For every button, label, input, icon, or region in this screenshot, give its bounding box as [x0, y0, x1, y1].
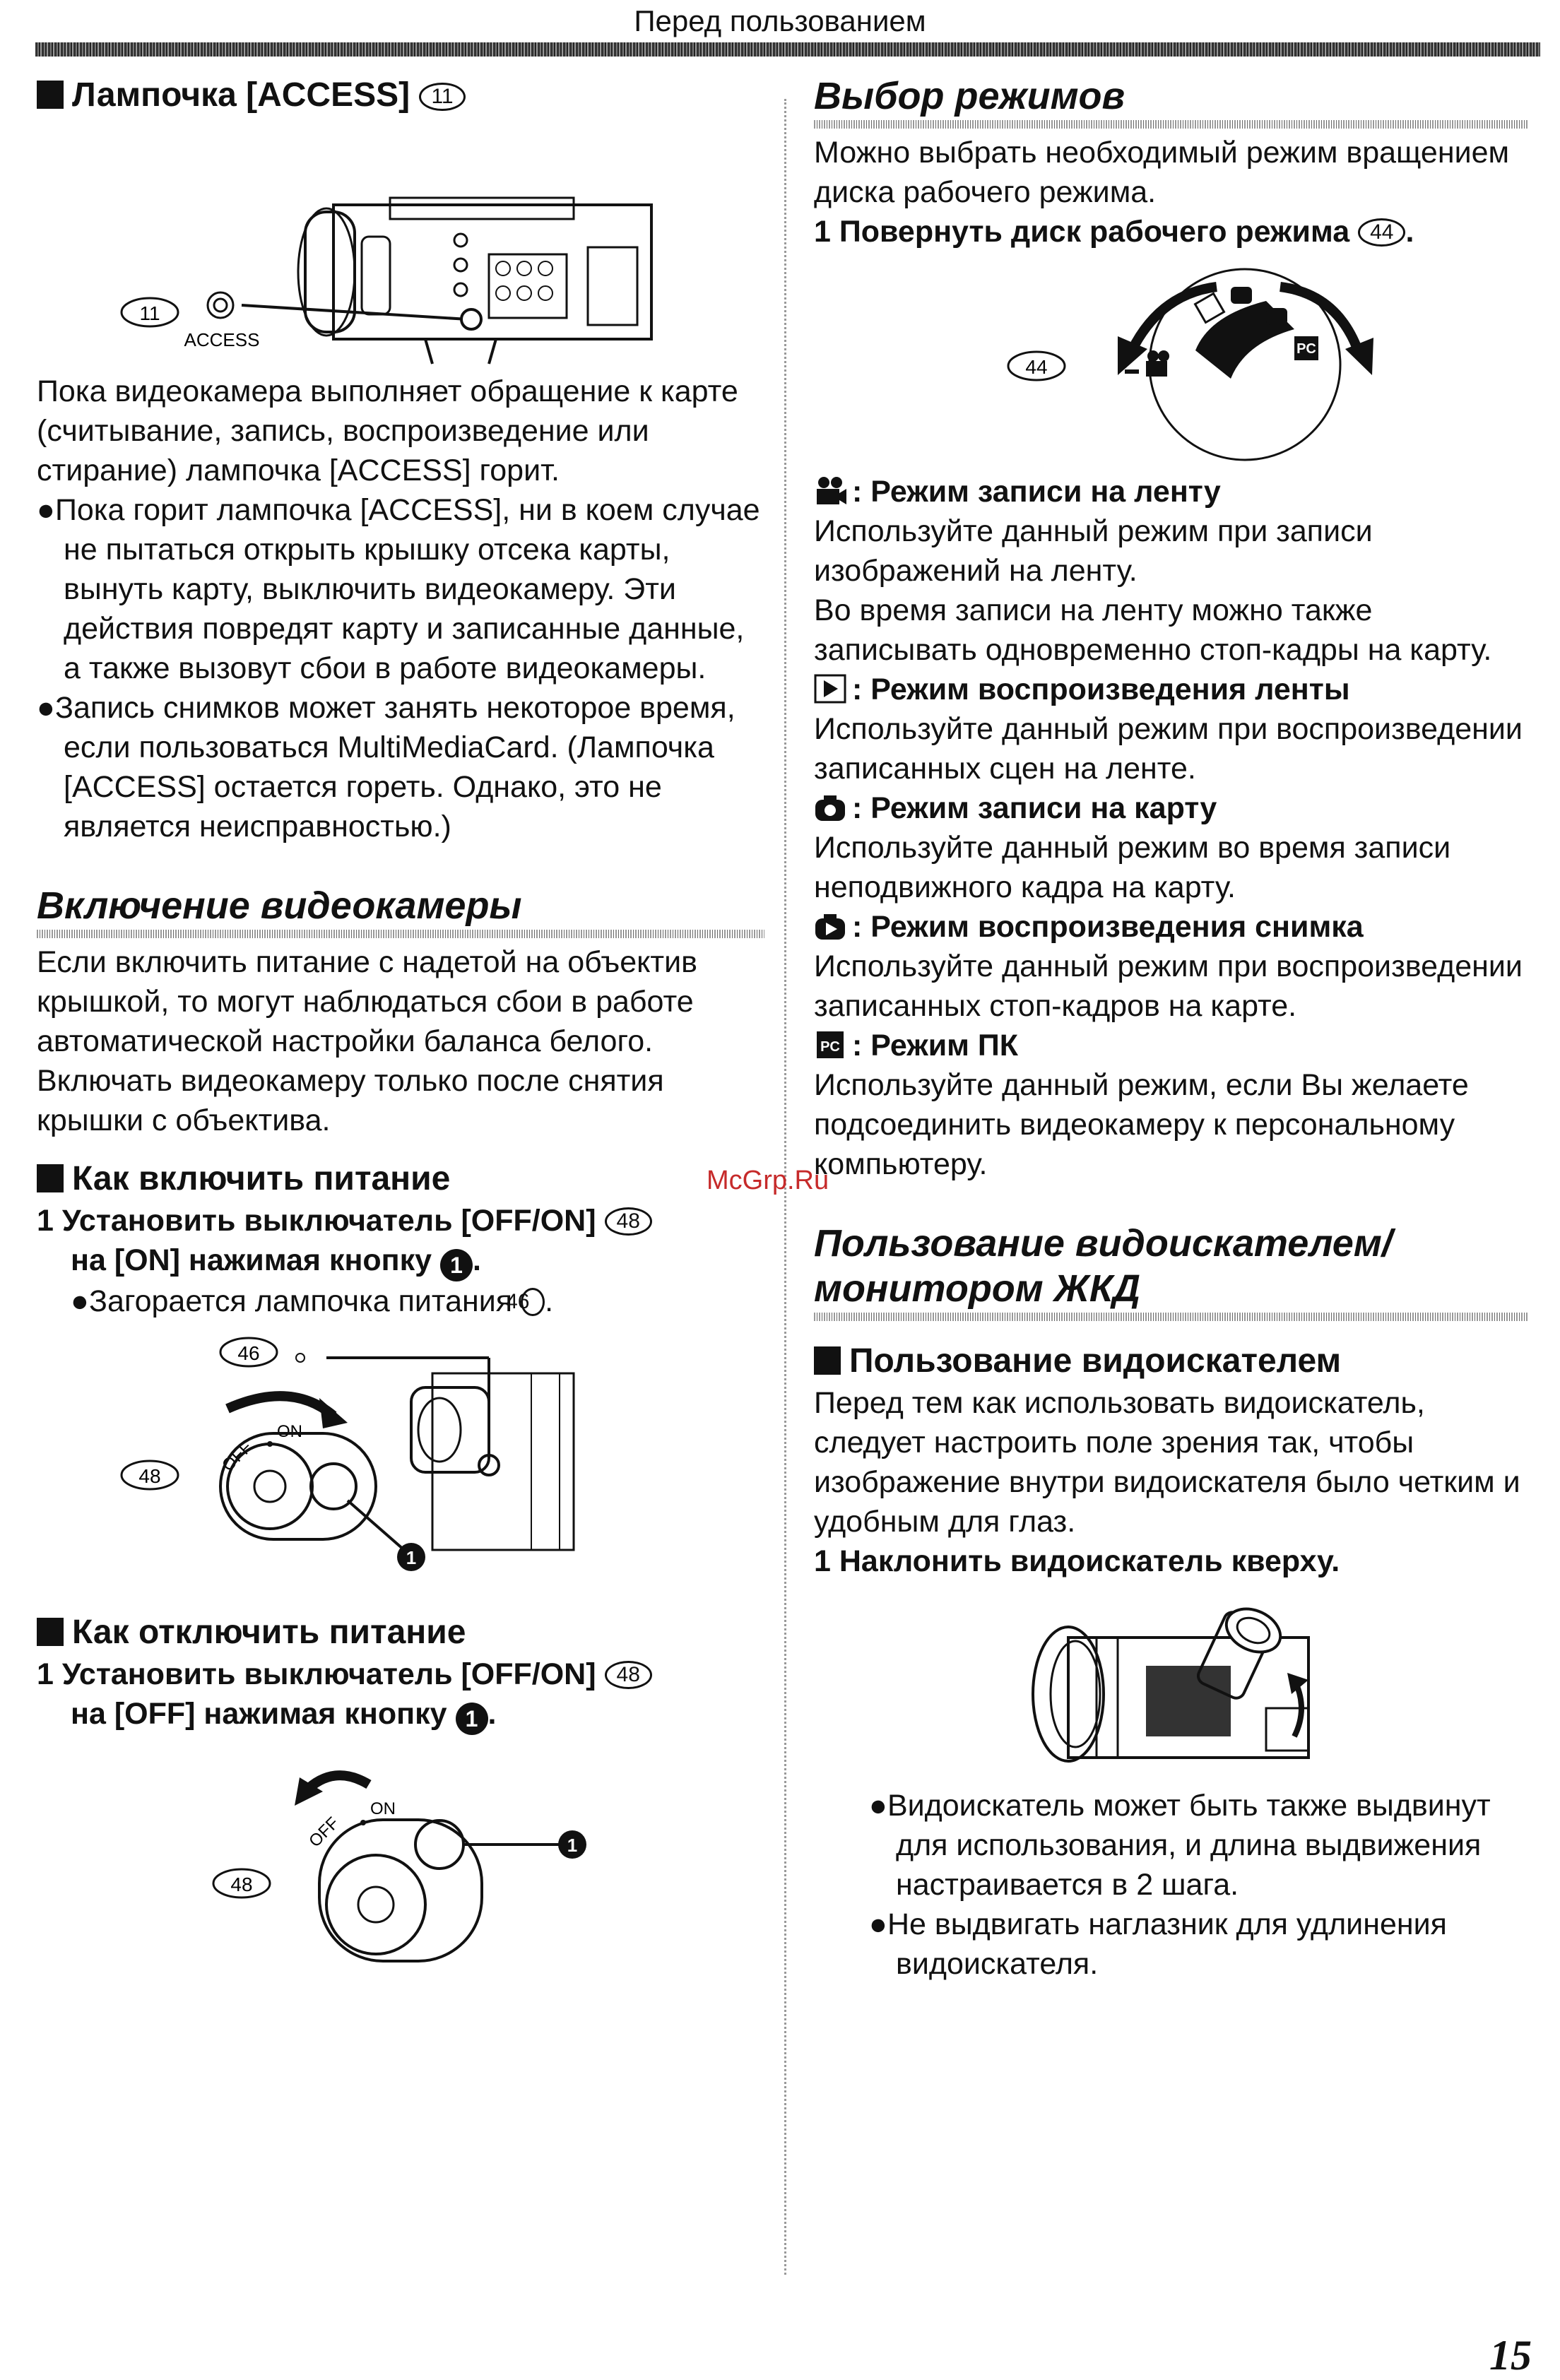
mode-text: Используйте данный режим при воспроизведении записанных стоп-кадров на карте. — [814, 949, 1523, 1023]
mode-text: Используйте данный режим при воспроизведении записанных сцен на ленте. — [814, 712, 1523, 786]
ref-circle: 48 — [605, 1661, 652, 1689]
power-on-illustration — [37, 1331, 764, 1585]
power-off-illustration — [37, 1749, 764, 1982]
svg-text:PC: PC — [820, 1039, 840, 1055]
movie-camera-icon — [814, 476, 846, 506]
mode-entry — [814, 788, 1528, 907]
fig-off-off: OFF — [305, 1813, 343, 1852]
dial-fig-ref: 44 — [1025, 356, 1048, 378]
fig-on-off: OFF — [218, 1438, 256, 1476]
watermark: McGrp.Ru — [707, 1166, 829, 1195]
ref-circle: 11 — [419, 83, 465, 111]
marker-one: 1 — [440, 1249, 473, 1281]
mode-title: PC : Режим ПК — [814, 1026, 1528, 1065]
fig-on-on: ON — [277, 1422, 302, 1441]
mode-entry — [814, 907, 1528, 1026]
fig-on-marker: 1 — [406, 1547, 417, 1568]
heading-rule — [37, 930, 764, 938]
heading-rule — [814, 1313, 1528, 1321]
on-bullet: ●Загорается лампочка питания 46 . — [71, 1284, 554, 1318]
mode-text-extra: Во время записи на ленту можно также записывать одновременно стоп-кадры на карту. — [814, 593, 1492, 667]
access-heading: Лампочка [ACCESS] 11 — [37, 73, 764, 117]
modes-step: 1 Повернуть диск рабочего режима 44 . — [814, 215, 1414, 249]
mode-entry — [814, 670, 1528, 788]
marker-one: 1 — [456, 1703, 488, 1735]
viewfinder-step: 1 Наклонить видоискатель кверху. — [814, 1544, 1340, 1578]
fig-on-ref-left: 48 — [138, 1465, 161, 1487]
access-bullet: ●Пока горит лампочка [ACCESS], ни в коем случае не пытаться открыть крышку отсека карты, вынуть карту, выключить видеокамеру. Эти действия повредят карту и записанные данные, а также вызовут сбои в работе видеокамеры. — [37, 493, 760, 685]
fig-off-marker: 1 — [567, 1835, 578, 1856]
access-fig-ref: 11 — [139, 302, 160, 324]
fig-off-on: ON — [370, 1799, 396, 1818]
fig-on-ref-top: 46 — [237, 1342, 260, 1364]
mode-title: : Режим записи на карту — [814, 788, 1528, 828]
header-rule — [35, 42, 1540, 57]
card-play-icon — [814, 911, 846, 941]
mode-text: Используйте данный режим, если Вы желаете подсоединить видеокамеру к персональному компьютеру. — [814, 1068, 1469, 1181]
camera-icon — [814, 793, 846, 822]
fig-off-ref: 48 — [230, 1873, 253, 1895]
mode-entry — [814, 472, 1528, 670]
access-bullet: ●Запись снимков может занять некоторое время, если пользоваться MultiMediaCard. (Лампочка [ACCESS] остается гореть. Однако, это не является неисправностью.) — [37, 691, 735, 843]
ref-circle: 46 — [521, 1288, 545, 1316]
ref-circle: 44 — [1358, 218, 1405, 247]
ref-circle: 48 — [605, 1207, 652, 1236]
access-fig-label: ACCESS — [184, 329, 260, 350]
left-column — [37, 73, 764, 1982]
modes-paragraph: Можно выбрать необходимый режим вращением диска рабочего режима. — [814, 136, 1510, 209]
power-paragraph: Если включить питание с надетой на объектив крышкой, то могут наблюдаться сбои в работе автоматической настройки баланса белого. Включать видеокамеру только после снятия крышки с объектива. — [37, 945, 697, 1137]
pc-icon — [814, 1030, 846, 1060]
mode-entry — [814, 1026, 1528, 1184]
mode-text: Используйте данный режим во время записи неподвижного кадра на карту. — [814, 831, 1451, 904]
page-number: 15 — [1489, 2332, 1532, 2379]
viewfinder-bullet: ●Видоискатель может быть также выдвинут для использования, и длина выдвижения настраивается в 2 шага. — [869, 1789, 1491, 1902]
heading-rule — [814, 120, 1528, 129]
access-paragraph: Пока видеокамера выполняет обращение к карте (считывание, запись, воспроизведение или стирание) лампочка [ACCESS] горит. — [37, 374, 738, 487]
mode-text: Используйте данный режим при записи изображений на ленту. — [814, 514, 1373, 588]
viewfinder-bullet: ●Не выдвигать наглазник для удлинения видоискателя. — [869, 1907, 1447, 1981]
viewfinder-heading: Пользование видоискателем/монитором ЖКД — [814, 1222, 1393, 1310]
viewfinder-sub-heading: Пользование видоискателем — [814, 1339, 1528, 1383]
off-step: 1 Установить выключатель [OFF/ON] 48 на [OFF] нажимая кнопку 1 . — [37, 1654, 764, 1735]
mode-title: : Режим воспроизведения ленты — [814, 670, 1528, 709]
modes-heading: Выбор режимов — [814, 75, 1125, 117]
on-step: 1 Установить выключатель [OFF/ON] 48 на [ON] нажимая кнопку 1 . — [37, 1201, 764, 1281]
off-heading: Как отключить питание — [37, 1611, 764, 1654]
mode-dial-illustration — [814, 259, 1528, 463]
mode-title: : Режим записи на ленту — [814, 472, 1528, 511]
viewfinder-paragraph: Перед тем как использовать видоискатель, следует настроить поле зрения так, чтобы изображение внутри видоискателя было четким и удобным для глаз. — [814, 1386, 1520, 1539]
dial-pc-label: PC — [1296, 341, 1316, 357]
page-header: Перед пользованием — [634, 4, 926, 37]
power-heading: Включение видеокамеры — [37, 884, 522, 927]
right-column — [814, 73, 1528, 1984]
viewfinder-illustration — [814, 1595, 1528, 1765]
camera-access-illustration — [37, 120, 764, 367]
play-icon — [814, 674, 846, 704]
on-heading: Как включить питание — [37, 1157, 764, 1201]
mode-title: : Режим воспроизведения снимка — [814, 907, 1528, 947]
